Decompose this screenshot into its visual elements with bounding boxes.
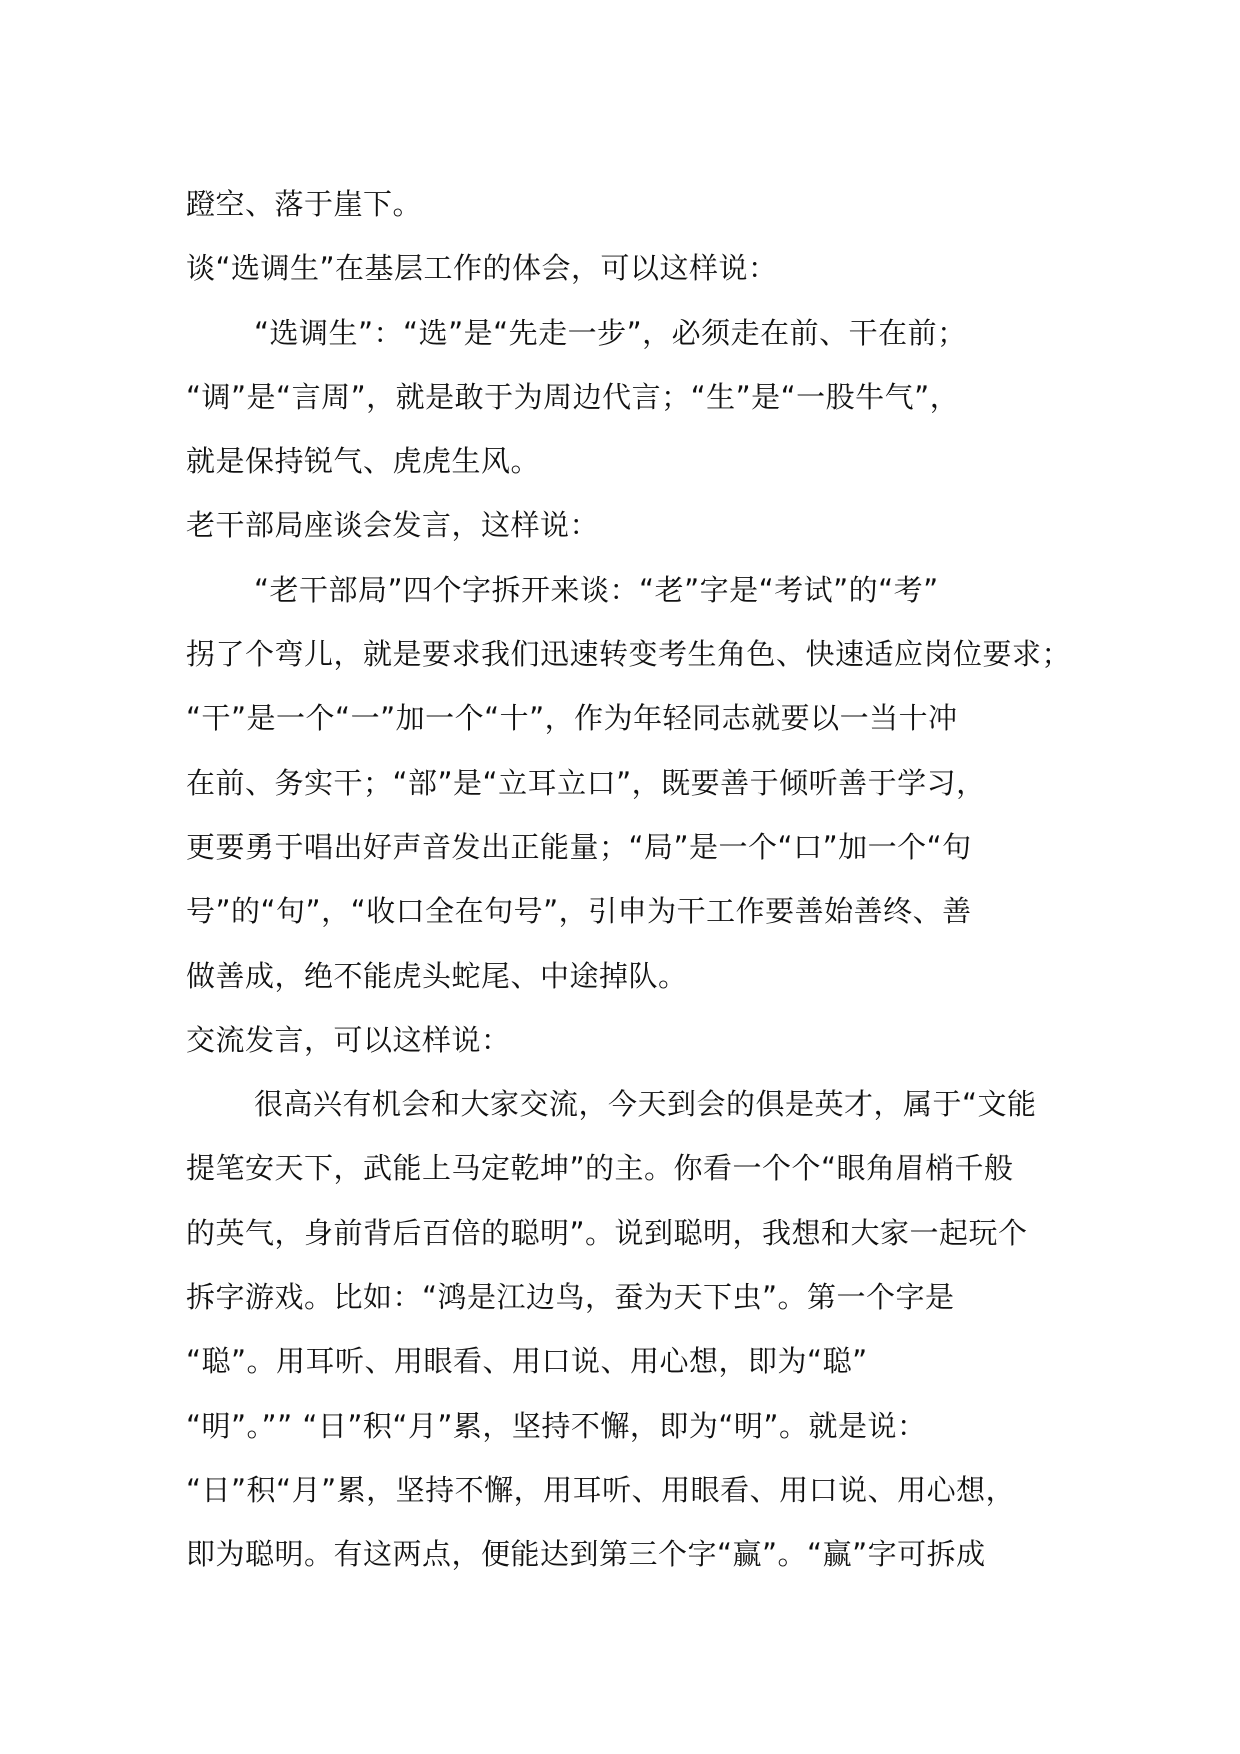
text-line: “干”是一个“一”加一个“十”，作为年轻同志就要以一当十冲 xyxy=(186,701,958,736)
text-line: 的英气，身前背后百倍的聪明”。说到聪明，我想和大家一起玩个 xyxy=(186,1215,1028,1250)
text-line: 在前、务实干；“部”是“立耳立口”，既要善于倾听善于学习， xyxy=(186,765,986,800)
text-line: 蹬空、落于崖下。 xyxy=(186,187,423,221)
text-line: 做善成，绝不能虎头蛇尾、中途掉队。 xyxy=(186,958,688,993)
text-line: 更要勇于唱出好声音发出正能量；“局”是一个“口”加一个“句 xyxy=(186,829,972,864)
section-heading: 谈“选调生”在基层工作的体会，可以这样说： xyxy=(186,251,778,286)
section-heading: 老干部局座谈会发言，这样说： xyxy=(186,508,600,543)
section-heading: 交流发言，可以这样说： xyxy=(186,1022,511,1057)
text-line: 提笔安天下，武能上马定乾坤”的主。你看一个个“眼角眉梢千般 xyxy=(186,1151,1014,1186)
text-line: “老干部局”四个字拆开来谈：“老”字是“考试”的“考” xyxy=(254,572,939,607)
document-body xyxy=(186,172,1076,1587)
text-line: 拆字游戏。比如：“鸿是江边鸟，蚕为天下虫”。第一个字是 xyxy=(186,1280,955,1315)
text-line: 很高兴有机会和大家交流，今天到会的俱是英才，属于“文能 xyxy=(254,1087,1037,1122)
text-line: 就是保持锐气、虎虎生风。 xyxy=(186,444,541,479)
text-line: “调”是“言周”，就是敢于为周边代言；“生”是“一股牛气”， xyxy=(186,379,960,414)
text-line: 即为聪明。有这两点，便能达到第三个字“赢”。“赢”字可拆成 xyxy=(186,1537,986,1572)
text-line: 号”的“句”，“收口全在句号”，引申为干工作要善始善终、善 xyxy=(186,894,972,929)
text-line: “日”积“月”累，坚持不懈，用耳听、用眼看、用口说、用心想， xyxy=(186,1472,1016,1507)
text-line: 拐了个弯儿，就是要求我们迅速转变考生角色、快速适应岗位要求； xyxy=(186,637,1072,672)
text-line: “选调生”：“选”是“先走一步”，必须走在前、干在前； xyxy=(254,315,967,350)
text-line: “聪”。用耳听、用眼看、用口说、用心想，即为“聪” xyxy=(186,1344,868,1379)
text-line: “明”。”” “日”积“月”累，坚持不懈，即为“明”。就是说： xyxy=(186,1408,927,1443)
